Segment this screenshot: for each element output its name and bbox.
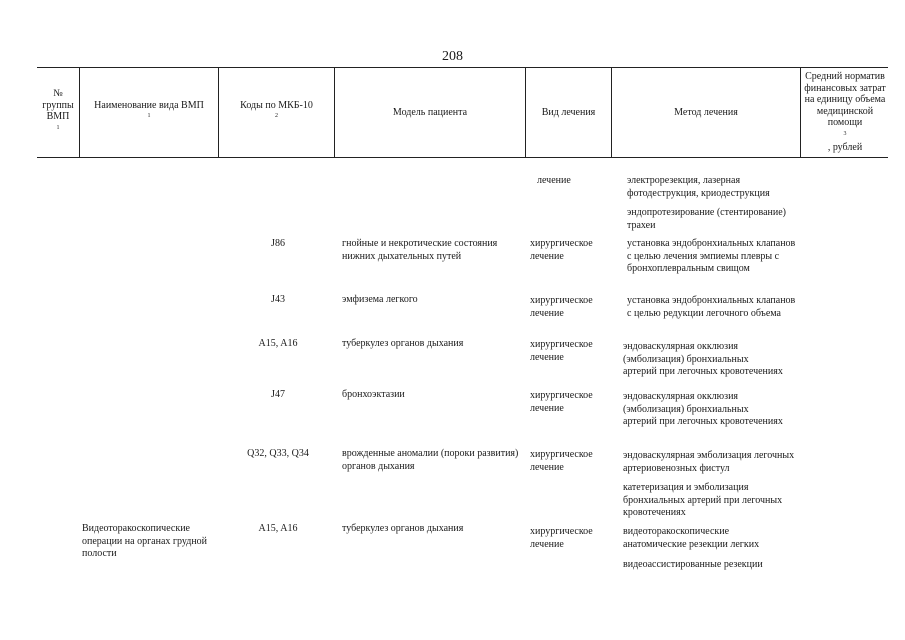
icd-code: A15, A16 — [258, 523, 298, 534]
header-treatment-method: Метод лечения — [674, 106, 738, 118]
icd-code: A15, A16 — [258, 338, 298, 349]
treatment-type: хирургическое лечение — [530, 238, 593, 262]
treatment-type: хирургическое лечение — [530, 449, 593, 473]
icd-code: J86 — [271, 238, 285, 249]
treatment-method: эндоваскулярная окклюзия (эмболизация) бронхиальных артерий при легочных кровотечениях — [623, 391, 783, 427]
treatment-type: лечение — [537, 175, 571, 186]
icd-code: Q32, Q33, Q34 — [247, 448, 309, 459]
header-vmp-name: Наименование вида ВМП $^1$ — [94, 99, 204, 120]
header-treatment-type: Вид лечения — [541, 106, 596, 118]
treatment-method: эндопротезирование (стентирование) трахеи — [627, 207, 787, 231]
treatment-method: эндоваскулярная эмболизация легочных артериовенозных фистул — [623, 450, 795, 474]
treatment-type: хирургическое лечение — [530, 295, 593, 319]
patient-model: бронхоэктазии — [342, 389, 405, 400]
treatment-method: катетеризация и эмболизация бронхиальных артерий при легочных кровотечениях — [623, 482, 783, 518]
treatment-type: хирургическое лечение — [530, 526, 593, 550]
page-number: 208 — [442, 49, 463, 64]
patient-model: врожденные аномалии (пороки развития) органов дыхания — [342, 448, 519, 472]
treatment-type: хирургическое лечение — [530, 339, 593, 363]
header-average-cost: Средний норматив финансовых затрат на единицу объема медицинской помощи $^3$ , рублей — [804, 71, 886, 154]
patient-model: гнойные и некротические состояния нижних дыхательных путей — [342, 238, 498, 262]
header-bottom-border — [37, 157, 888, 158]
treatment-method: электрорезекция, лазерная фотодеструкция, криодеструкция — [627, 175, 770, 199]
icd-code: J43 — [271, 294, 285, 305]
header-group-number: № группы ВМП $^1$ — [42, 88, 74, 131]
vmp-name: Видеоторакоскопические операции на органах грудной полости — [82, 523, 208, 559]
header-divider — [800, 67, 801, 158]
header-icd-codes: Коды по МКБ-10 $^2$ — [240, 99, 313, 120]
patient-model: туберкулез органов дыхания — [342, 523, 464, 534]
treatment-type: хирургическое лечение — [530, 390, 593, 414]
patient-model: туберкулез органов дыхания — [342, 338, 464, 349]
treatment-method: установка эндобронхиальных клапанов с целью редукции легочного объема — [627, 295, 796, 319]
patient-model: эмфизема легкого — [342, 294, 418, 305]
icd-code: J47 — [271, 389, 285, 400]
treatment-method: видеоассистированные резекции — [623, 559, 763, 570]
treatment-method: установка эндобронхиальных клапанов с целью лечения эмпиемы плевры с бронхоплевральным свищом — [627, 238, 796, 274]
treatment-method: видеоторакоскопические анатомические резекции легких — [623, 526, 760, 550]
header-patient-model: Модель пациента — [392, 106, 468, 118]
treatment-method: эндоваскулярная окклюзия (эмболизация) бронхиальных артерий при легочных кровотечениях — [623, 341, 783, 377]
